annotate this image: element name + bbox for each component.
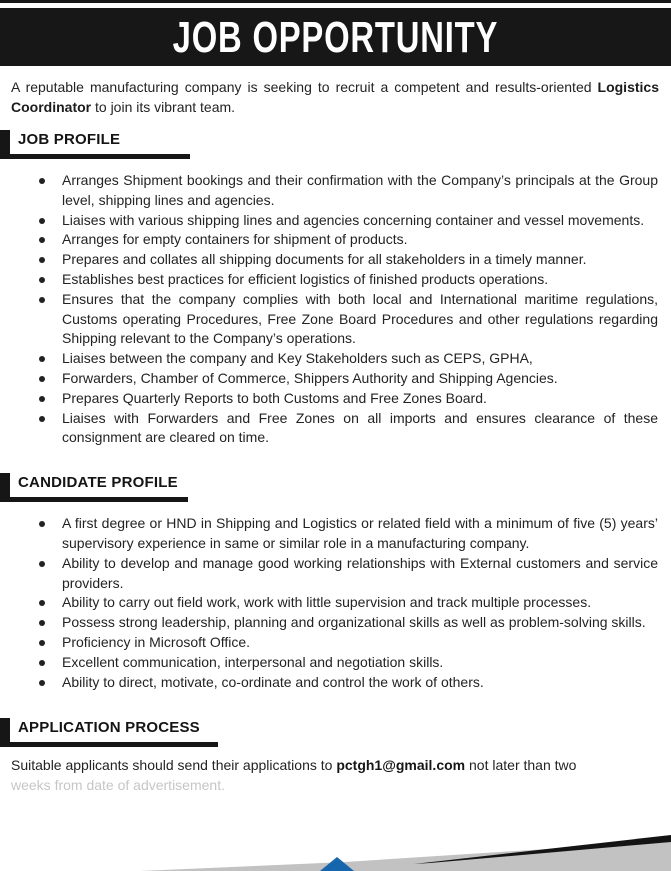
bullet-item: Possess strong leadership, planning and organizational skills as well as problem-solving skills. (38, 613, 658, 633)
footer-black-edge (414, 835, 671, 864)
section-header-application-process (0, 713, 671, 747)
bullet-item: Establishes best practices for efficient logistics of finished products operations. (38, 270, 658, 290)
title-banner (0, 8, 671, 66)
bullet-item: A first degree or HND in Shipping and Logistics or related field with a minimum of five (5) years’ supervisory experience in same or similar role in a manufacturing company. (38, 514, 658, 554)
bullet-item: Prepares and collates all shipping documents for all stakeholders in a timely manner. (38, 250, 658, 270)
intro-role-name: Logistics Coordinator (11, 79, 659, 115)
bullet-item: Ability to develop and manage good working relationships with External customers and service providers. (38, 554, 658, 594)
application-paragraph-faded-line: weeks from date of advertisement. (11, 776, 225, 793)
application-email: pctgh1@gmail.com (336, 757, 466, 774)
bullet-item: Ability to carry out field work, work with little supervision and track multiple processes. (38, 593, 658, 613)
bullet-item: Prepares Quarterly Reports to both Customs and Free Zones Board. (38, 389, 658, 409)
bullet-item: Excellent communication, interpersonal and negotiation skills. (38, 653, 658, 673)
intro-text-before: A reputable manufacturing company is seeking to recruit a competent and results-oriented (11, 79, 598, 95)
bullet-item: Ability to direct, motivate, co-ordinate and control the work of others. (38, 673, 658, 693)
page-title: JOB OPPORTUNITY (172, 12, 499, 61)
footer-blue-triangle-icon (320, 857, 354, 871)
section-header-candidate-profile (0, 468, 671, 502)
bullet-item: Liaises between the company and Key Stakeholders such as CEPS, GPHA, (38, 349, 658, 369)
intro-text-after: to join its vibrant team. (91, 98, 236, 115)
footer-swoosh-shape (140, 841, 671, 871)
bullet-item: Arranges for empty containers for shipment of products. (38, 230, 658, 250)
bullet-item: Liaises with Forwarders and Free Zones on all imports and ensures clearance of these consignment are cleared on time. (38, 409, 658, 449)
section-title-job-profile: JOB PROFILE (10, 125, 224, 154)
bullet-item: Forwarders, Chamber of Commerce, Shippers Authority and Shipping Agencies. (38, 369, 658, 389)
bullet-item: Arranges Shipment bookings and their confirmation with the Company’s principals at the Group level, shipping lines and agencies. (38, 171, 658, 211)
job-profile-list (38, 171, 658, 448)
bullet-item: Proficiency in Microsoft Office. (38, 633, 658, 653)
intro-paragraph (11, 78, 659, 117)
application-text-after: not later than two (465, 757, 577, 774)
candidate-profile-list (38, 514, 658, 692)
top-border-line (0, 0, 671, 3)
application-paragraph (11, 756, 659, 776)
section-title-candidate-profile: CANDIDATE PROFILE (10, 468, 222, 497)
section-title-application-process: APPLICATION PROCESS (10, 713, 252, 742)
application-text-before: Suitable applicants should send their applications to (11, 757, 337, 774)
bullet-item: Ensures that the company complies with both local and International maritime regulations, Customs operating Procedures, Free Zone Board Procedures and other regulations regarding Shipping relevant to the Company’s operations. (38, 290, 658, 349)
footer-graphic (0, 831, 671, 871)
bullet-item: Liaises with various shipping lines and agencies concerning container and vessel movements. (38, 211, 658, 231)
section-header-job-profile (0, 125, 671, 159)
